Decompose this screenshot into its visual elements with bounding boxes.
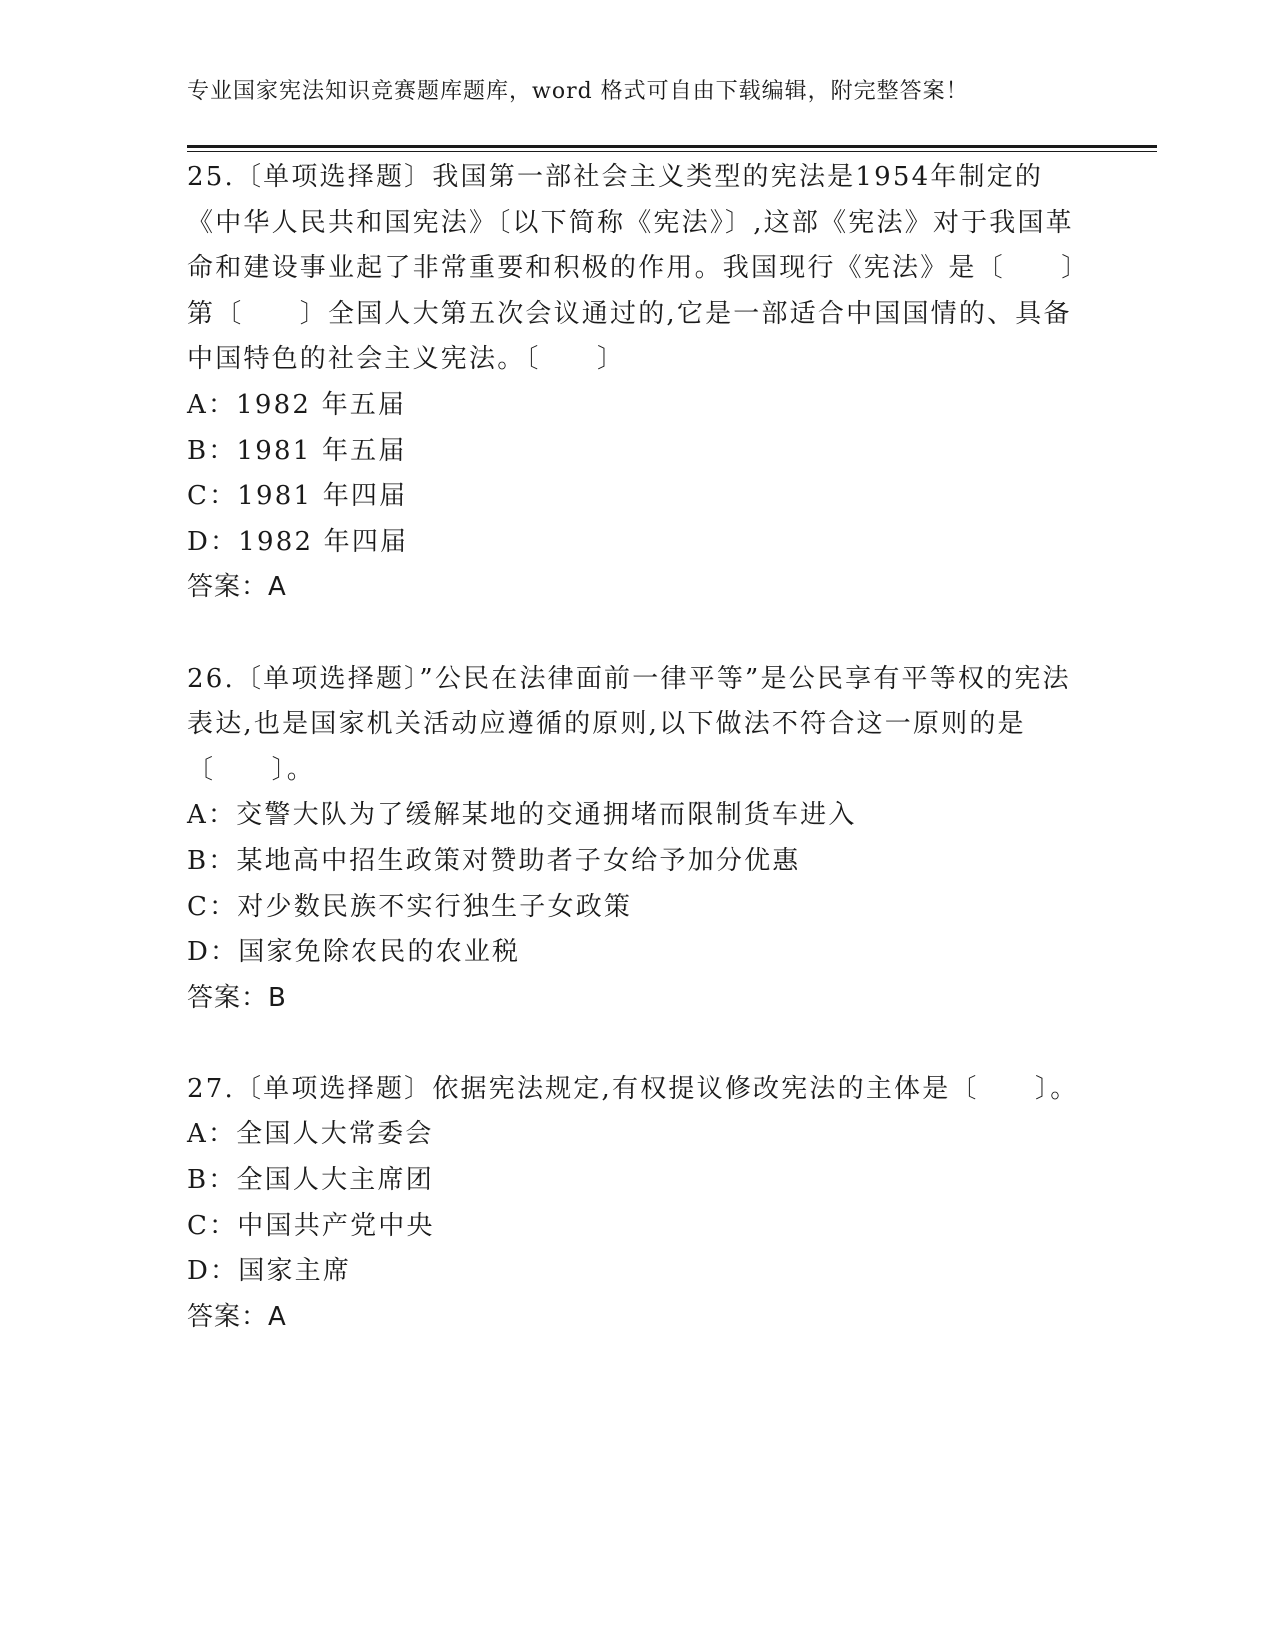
option-a: A：1982 年五届 (187, 389, 407, 420)
question-text: 26.〔单项选择题〕”公民在法律面前一律平等”是公民享有平等权的宪法表达,也是国家机关活动应遵循的原则,以下做法不符合这一原则的是〔 〕。 (187, 663, 1071, 785)
option-a: A：交警大队为了缓解某地的交通拥堵而限制货车进入 (187, 800, 857, 831)
option-c: C：1981 年四届 (187, 481, 408, 512)
option-b: B：某地高中招生政策对赞助者子女给予加分优惠 (187, 845, 801, 876)
option-c: C：对少数民族不实行独生子女政策 (187, 891, 633, 922)
option-b: B：全国人大主席团 (187, 1165, 434, 1196)
option-a: A：全国人大常委会 (187, 1119, 434, 1150)
question-list (187, 155, 1087, 1340)
option-b: B：1981 年五届 (187, 435, 407, 466)
option-c: C：中国共产党中央 (187, 1210, 435, 1241)
question-25 (187, 155, 1087, 611)
header-rule-thick (187, 145, 1157, 148)
option-d: D：国家免除农民的农业税 (187, 937, 521, 968)
spacer (187, 611, 1087, 657)
option-d: D：1982 年四届 (187, 526, 409, 557)
question-27 (187, 1067, 1087, 1341)
question-text: 27.〔单项选择题〕依据宪法规定,有权提议修改宪法的主体是〔 〕。 (187, 1073, 1079, 1104)
spacer (187, 1021, 1087, 1067)
answer: 答案：A (187, 1301, 287, 1332)
answer: 答案：A (187, 572, 287, 603)
question-text: 25.〔单项选择题〕我国第一部社会主义类型的宪法是1954年制定的《中华人民共和国宪法》〔以下简称《宪法》〕,这部《宪法》对于我国革命和建设事业起了非常重要和积极的作用。我国现行《宪法》是〔 〕第〔 〕全国人大第五次会议通过的,它是一部适合中国国情的、具备中国特色的社会主义宪法。〔 〕 (187, 162, 1077, 375)
answer: 答案：B (187, 982, 287, 1013)
page-header: 专业国家宪法知识竞赛题库题库，word 格式可自由下载编辑，附完整答案！ (187, 79, 969, 104)
option-d: D：国家主席 (187, 1256, 352, 1287)
header-rule-thin (187, 151, 1157, 152)
question-26 (187, 657, 1087, 1022)
